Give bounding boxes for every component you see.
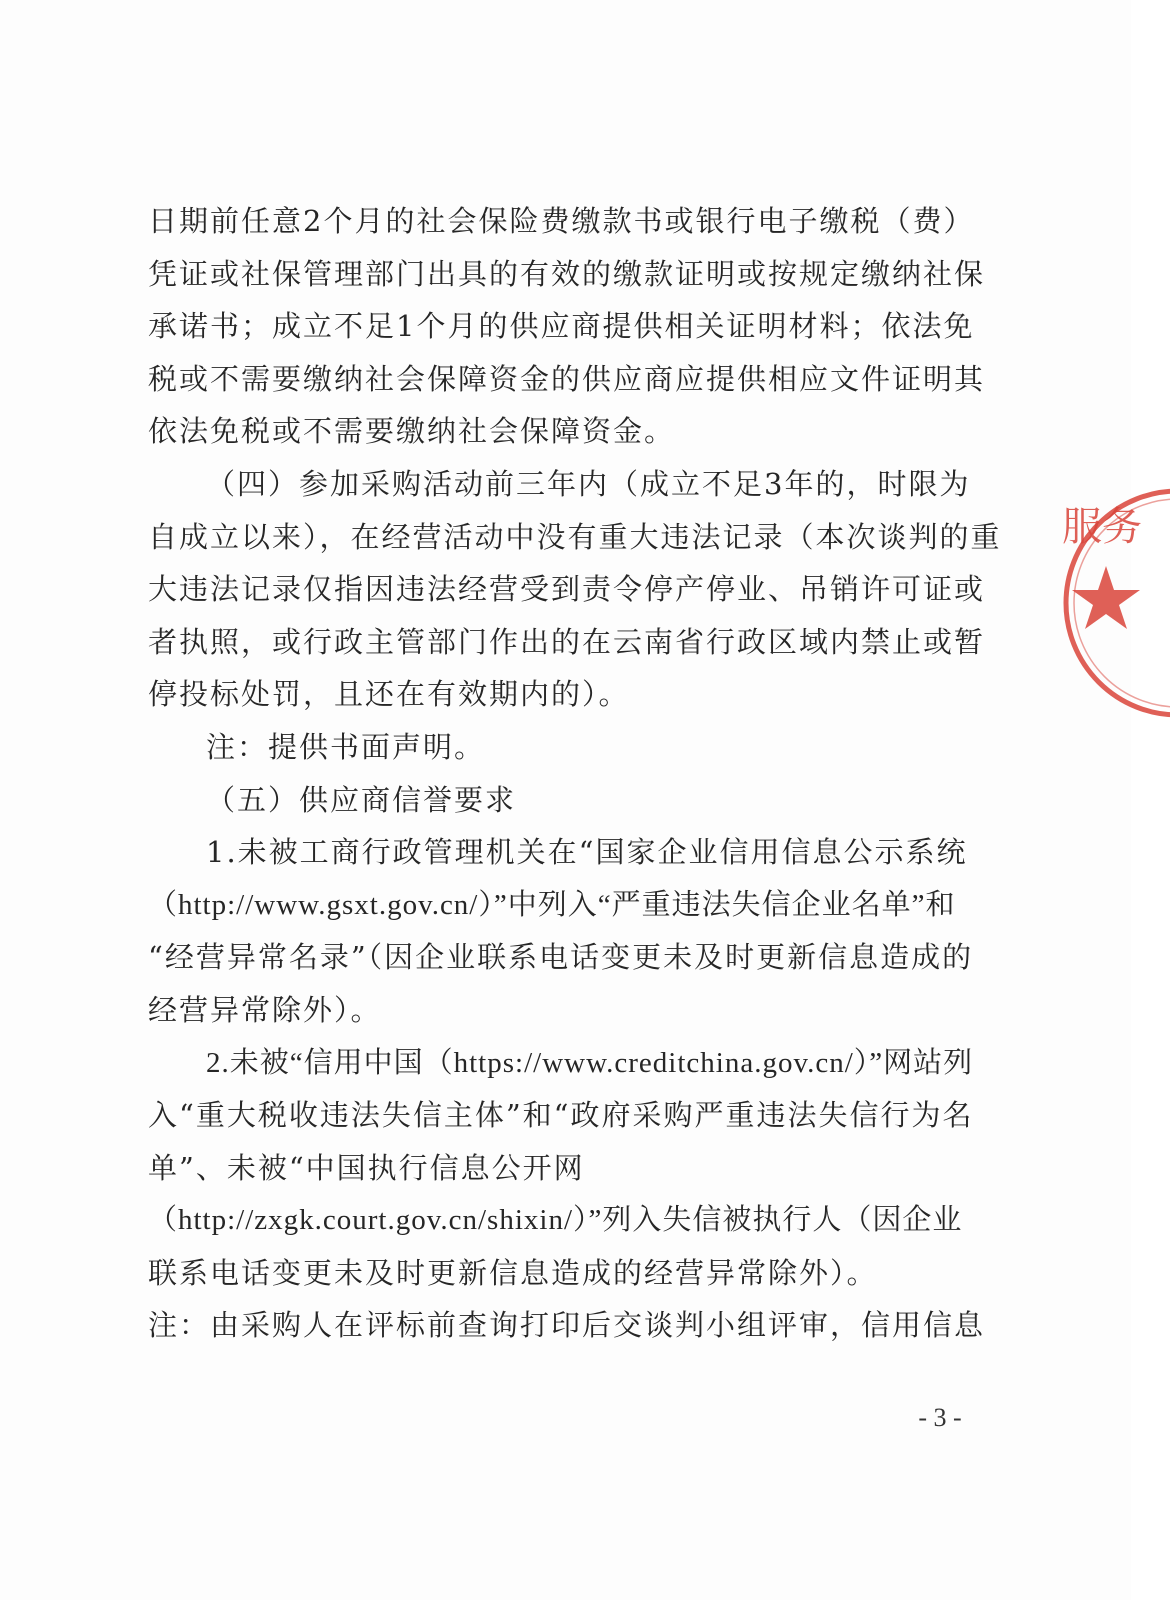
item-one-line: 1.未被工商行政管理机关在“国家企业信用信息公示系统 [206, 835, 968, 870]
text-line: 单”、未被“中国执行信息公开网 [148, 1150, 585, 1185]
star-icon [1072, 566, 1140, 629]
text-line: “经营异常名录”（因企业联系电话变更未及时更新信息造成的 [148, 940, 974, 975]
text-line: 税或不需要缴纳社会保障资金的供应商应提供相应文件证明其 [148, 361, 986, 396]
text-line: 自成立以来），在经营活动中没有重大违法记录（本次谈判的重 [148, 519, 1002, 554]
text-line: 日期前任意2个月的社会保险费缴款书或银行电子缴税（费） [148, 204, 975, 238]
text-line: 依法免税或不需要缴纳社会保障资金。 [148, 414, 676, 449]
text-line: 大违法记录仅指因违法经营受到责令停产停业、吊销许可证或 [148, 572, 986, 607]
text-line: 注：由采购人在评标前查询打印后交谈判小组评审，信用信息 [148, 1308, 986, 1343]
text-line: 经营异常除外）。 [148, 992, 382, 1027]
section-five-heading: （五）供应商信誉要求 [206, 782, 517, 817]
url-line: （http://zxgk.court.gov.cn/shixin/）”列入失信被执行人（因企业 [148, 1204, 963, 1237]
text-line: 停投标处罚，且还在有效期内的）。 [148, 677, 630, 712]
item-two-line: 2.未被“信用中国（https://www.creditchina.gov.cn/）”网站列 [206, 1046, 974, 1079]
text-line: 承诺书；成立不足1个月的供应商提供相关证明材料；依法免 [148, 309, 975, 344]
red-seal-stamp [1060, 488, 1170, 718]
text-line: 联系电话变更未及时更新信息造成的经营异常除外）。 [148, 1255, 878, 1290]
note-line: 注：提供书面声明。 [206, 729, 486, 764]
url-line: （http://www.gsxt.gov.cn/）”中列入“严重违法失信企业名单”和 [148, 888, 956, 921]
body-text [148, 195, 1002, 1352]
text-line: 入“重大税收违法失信主体”和“政府采购严重违法失信行为名 [148, 1098, 974, 1133]
seal-text: 服务 [1062, 504, 1142, 550]
text-line: 者执照，或行政主管部门作出的在云南省行政区域内禁止或暂 [148, 624, 986, 659]
section-four-heading-line: （四）参加采购活动前三年内（成立不足3年的，时限为 [206, 466, 971, 501]
text-line: 凭证或社保管理部门出具的有效的缴款证明或按规定缴纳社保 [148, 256, 986, 291]
page-number: - 3 - [918, 1403, 962, 1432]
seal-graphic [1060, 488, 1170, 718]
